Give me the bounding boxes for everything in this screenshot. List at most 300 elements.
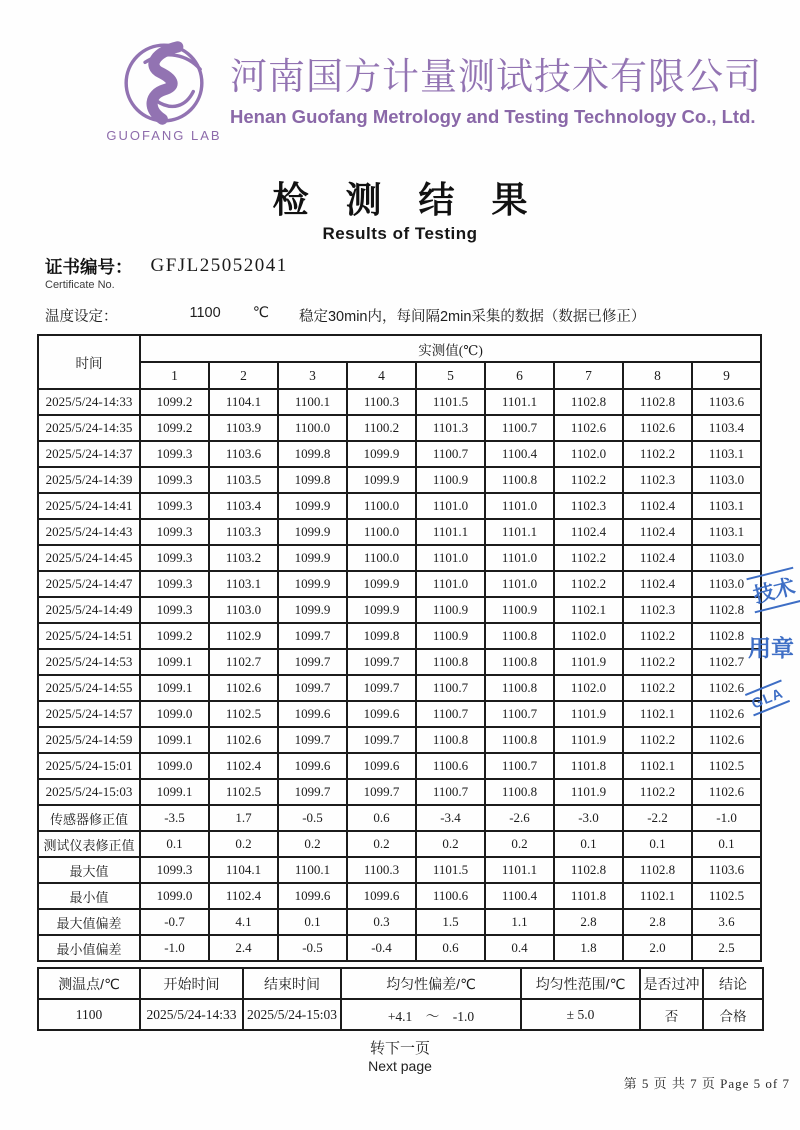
- stat-value: 2.8: [623, 909, 692, 935]
- stat-value: 0.2: [278, 831, 347, 857]
- measured-value: 1102.2: [554, 571, 623, 597]
- measured-value: 1102.5: [209, 779, 278, 805]
- stat-value: 0.2: [209, 831, 278, 857]
- stat-value: 0.4: [485, 935, 554, 961]
- measured-value: 1099.3: [140, 545, 209, 571]
- page-title-cn: 检 测 结 果: [272, 180, 542, 220]
- summary-value-row: [38, 999, 763, 1030]
- stat-value: 0.3: [347, 909, 416, 935]
- measured-value: 1099.8: [278, 467, 347, 493]
- stat-value: -1.0: [692, 805, 761, 831]
- measured-value: 1100.7: [485, 701, 554, 727]
- measured-value: 1100.4: [485, 441, 554, 467]
- measurement-row: [38, 467, 761, 493]
- company-name-cn: 河南国方计量测试技术有限公司: [230, 56, 762, 97]
- measurement-row: [38, 441, 761, 467]
- measured-value: 1102.2: [623, 649, 692, 675]
- stat-value: 1.8: [554, 935, 623, 961]
- column-number: 8: [623, 362, 692, 389]
- measured-value: 1099.9: [278, 545, 347, 571]
- summary-table: [37, 967, 764, 1031]
- next-page-cn: 转下一页: [369, 1041, 430, 1057]
- measured-value: 1100.0: [347, 493, 416, 519]
- measured-value: 1101.0: [485, 493, 554, 519]
- measured-value: 1099.7: [278, 649, 347, 675]
- measured-value: 1102.2: [554, 545, 623, 571]
- measured-value: 1100.7: [416, 441, 485, 467]
- measured-value: 1101.9: [554, 727, 623, 753]
- stat-value: 1099.6: [347, 883, 416, 909]
- measured-value: 1102.1: [623, 753, 692, 779]
- measurement-row: [38, 649, 761, 675]
- measurement-row: [38, 519, 761, 545]
- measured-value: 1100.7: [485, 415, 554, 441]
- measured-value: 1100.2: [347, 415, 416, 441]
- measured-value: 1101.0: [416, 493, 485, 519]
- measured-value: 1099.3: [140, 571, 209, 597]
- stat-value: 1.5: [416, 909, 485, 935]
- stat-value: 2.4: [209, 935, 278, 961]
- stat-value: 0.6: [347, 805, 416, 831]
- row-time: 2025/5/24-14:39: [38, 467, 140, 493]
- row-time: 2025/5/24-14:47: [38, 571, 140, 597]
- measured-value: 1103.5: [209, 467, 278, 493]
- measured-value: 1102.6: [554, 415, 623, 441]
- measured-value: 1100.7: [416, 701, 485, 727]
- page-header: [0, 0, 800, 160]
- stat-value: 1104.1: [209, 857, 278, 883]
- measured-value: 1099.9: [278, 519, 347, 545]
- guofang-logo-icon: [121, 40, 207, 126]
- stat-row: [38, 883, 761, 909]
- measured-value: 1103.2: [209, 545, 278, 571]
- stat-value: 1099.3: [140, 857, 209, 883]
- row-time: 2025/5/24-15:01: [38, 753, 140, 779]
- measured-value-header: 实测值(℃): [140, 335, 761, 362]
- measured-value: 1100.8: [485, 675, 554, 701]
- measured-value: 1103.6: [692, 389, 761, 415]
- row-time: 2025/5/24-14:37: [38, 441, 140, 467]
- measurement-table-body: [38, 389, 761, 961]
- measured-value: 1104.1: [209, 389, 278, 415]
- measured-value: 1099.2: [140, 623, 209, 649]
- stat-value: -0.5: [278, 935, 347, 961]
- measured-value: 1102.6: [209, 727, 278, 753]
- certificate-label-cn: 证书编号：: [45, 257, 133, 277]
- measured-value: 1099.7: [278, 727, 347, 753]
- measured-value: 1102.3: [623, 467, 692, 493]
- column-number: 3: [278, 362, 347, 389]
- stamp-text-1: 技术: [746, 567, 800, 614]
- stat-value: 1.1: [485, 909, 554, 935]
- measured-value: 1101.1: [416, 519, 485, 545]
- measured-value: 1099.1: [140, 649, 209, 675]
- measured-value: 1099.3: [140, 493, 209, 519]
- measurement-row: [38, 493, 761, 519]
- stat-value: 0.2: [485, 831, 554, 857]
- measured-value: 1099.7: [347, 727, 416, 753]
- stat-value: 1.7: [209, 805, 278, 831]
- measured-value: 1103.4: [692, 415, 761, 441]
- stat-value: -1.0: [140, 935, 209, 961]
- measured-value: 1101.9: [554, 649, 623, 675]
- measured-value: 1103.4: [209, 493, 278, 519]
- row-time: 2025/5/24-14:49: [38, 597, 140, 623]
- stat-value: 0.1: [623, 831, 692, 857]
- row-time: 2025/5/24-14:59: [38, 727, 140, 753]
- stat-value: 1103.6: [692, 857, 761, 883]
- measured-value: 1102.4: [623, 519, 692, 545]
- measured-value: 1103.0: [692, 467, 761, 493]
- row-time: 2025/5/24-14:53: [38, 649, 140, 675]
- stat-value: 0.2: [416, 831, 485, 857]
- column-number: 1: [140, 362, 209, 389]
- stat-row-label: 最大值: [38, 857, 140, 883]
- measured-value: 1099.6: [347, 753, 416, 779]
- measurement-row: [38, 779, 761, 805]
- measured-value: 1101.0: [485, 545, 554, 571]
- measured-value: 1102.0: [554, 441, 623, 467]
- stat-value: 1101.8: [554, 883, 623, 909]
- measured-value: 1102.7: [692, 649, 761, 675]
- measured-value: 1102.6: [692, 779, 761, 805]
- summary-value-cell: +4.1 ～ -1.0: [341, 999, 521, 1030]
- stat-row-label: 最小值偏差: [38, 935, 140, 961]
- stat-value: 1100.6: [416, 883, 485, 909]
- summary-header-cell: 是否过冲: [640, 968, 703, 999]
- summary-value-cell: 2025/5/24-14:33: [140, 999, 243, 1030]
- measured-value: 1099.3: [140, 441, 209, 467]
- measured-value: 1100.7: [416, 779, 485, 805]
- measured-value: 1099.0: [140, 701, 209, 727]
- stat-value: 0.1: [140, 831, 209, 857]
- measured-value: 1103.9: [209, 415, 278, 441]
- measured-value: 1102.4: [554, 519, 623, 545]
- page-number: 第 5 页 共 7 页 Page 5 of 7: [623, 1076, 790, 1091]
- stat-value: -2.2: [623, 805, 692, 831]
- stat-value: 0.1: [554, 831, 623, 857]
- setting-value: 1100: [189, 305, 221, 321]
- certificate-label-en: Certificate No.: [45, 279, 115, 291]
- measured-value: 1101.9: [554, 779, 623, 805]
- measured-value: 1103.1: [209, 571, 278, 597]
- measured-value: 1099.9: [347, 597, 416, 623]
- stat-value: 1102.8: [623, 857, 692, 883]
- measured-value: 1099.7: [278, 779, 347, 805]
- measured-value: 1100.9: [416, 467, 485, 493]
- measured-value: 1100.8: [485, 623, 554, 649]
- measured-value: 1102.2: [623, 675, 692, 701]
- stat-value: 0.2: [347, 831, 416, 857]
- measured-value: 1099.7: [278, 675, 347, 701]
- measured-value: 1099.2: [140, 389, 209, 415]
- measured-value: 1099.3: [140, 519, 209, 545]
- measured-value: 1102.6: [692, 675, 761, 701]
- stat-value: 1100.4: [485, 883, 554, 909]
- measurement-row: [38, 727, 761, 753]
- measurement-row: [38, 545, 761, 571]
- measured-value: 1102.2: [623, 779, 692, 805]
- stat-row: [38, 805, 761, 831]
- measured-value: 1099.7: [347, 779, 416, 805]
- measured-value: 1099.6: [278, 701, 347, 727]
- measured-value: 1101.9: [554, 701, 623, 727]
- measured-value: 1102.2: [554, 467, 623, 493]
- column-number: 2: [209, 362, 278, 389]
- measured-value: 1103.0: [692, 571, 761, 597]
- row-time: 2025/5/24-14:33: [38, 389, 140, 415]
- measured-value: 1099.9: [347, 467, 416, 493]
- measured-value: 1099.9: [278, 597, 347, 623]
- measured-value: 1102.2: [623, 727, 692, 753]
- stat-value: 3.6: [692, 909, 761, 935]
- summary-header-cell: 结论: [703, 968, 763, 999]
- measured-value: 1103.0: [209, 597, 278, 623]
- certificate-number-value: GFJL25052041: [150, 255, 288, 276]
- setting-label: 温度设定：: [45, 309, 118, 325]
- measured-value: 1100.8: [485, 467, 554, 493]
- stat-value: 1101.5: [416, 857, 485, 883]
- measured-value: 1100.8: [416, 727, 485, 753]
- measured-value: 1099.9: [347, 571, 416, 597]
- measured-value: 1099.7: [347, 649, 416, 675]
- next-page-note: [0, 1037, 800, 1074]
- stat-value: 2.5: [692, 935, 761, 961]
- stat-value: 1101.1: [485, 857, 554, 883]
- stat-row-label: 最小值: [38, 883, 140, 909]
- measured-value: 1102.3: [623, 597, 692, 623]
- measured-value: 1100.9: [416, 623, 485, 649]
- measured-value: 1101.8: [554, 753, 623, 779]
- temperature-setting-row: [45, 305, 800, 326]
- measured-value: 1103.1: [692, 441, 761, 467]
- measured-value: 1099.1: [140, 727, 209, 753]
- measurement-row: [38, 675, 761, 701]
- measured-value: 1102.8: [692, 597, 761, 623]
- stat-value: -0.7: [140, 909, 209, 935]
- measured-value: 1102.1: [623, 701, 692, 727]
- measured-value: 1099.1: [140, 779, 209, 805]
- measured-value: 1100.7: [485, 753, 554, 779]
- stat-row: [38, 857, 761, 883]
- measured-value: 1099.3: [140, 597, 209, 623]
- measured-value: 1100.9: [485, 597, 554, 623]
- measured-value: 1102.9: [209, 623, 278, 649]
- measured-value: 1102.8: [554, 389, 623, 415]
- row-time: 2025/5/24-14:35: [38, 415, 140, 441]
- logo-caption: GUOFANG LAB: [106, 128, 222, 143]
- stat-value: 1102.8: [554, 857, 623, 883]
- stat-value: 4.1: [209, 909, 278, 935]
- stat-row-label: 传感器修正值: [38, 805, 140, 831]
- stat-value: -3.4: [416, 805, 485, 831]
- measured-value: 1103.6: [209, 441, 278, 467]
- measured-value: 1099.6: [278, 753, 347, 779]
- measurement-row: [38, 571, 761, 597]
- summary-header-cell: 测温点/℃: [38, 968, 140, 999]
- measurement-row: [38, 753, 761, 779]
- measured-value: 1100.0: [347, 545, 416, 571]
- measured-value: 1102.2: [623, 441, 692, 467]
- measured-value: 1103.1: [692, 519, 761, 545]
- measured-value: 1101.0: [416, 545, 485, 571]
- measured-value: 1102.2: [623, 623, 692, 649]
- next-page-en: Next page: [368, 1058, 432, 1074]
- company-logo: [100, 40, 228, 143]
- measured-value: 1099.3: [140, 467, 209, 493]
- stat-value: 1102.5: [692, 883, 761, 909]
- stat-value: 1100.1: [278, 857, 347, 883]
- summary-value-cell: 合格: [703, 999, 763, 1030]
- stamp-text-2: 用章: [748, 636, 794, 661]
- page-title-en: Results of Testing: [322, 224, 478, 243]
- measured-value: 1102.0: [554, 675, 623, 701]
- measured-value-header-row: [38, 335, 761, 362]
- measured-value: 1101.1: [485, 519, 554, 545]
- summary-value-cell: 2025/5/24-15:03: [243, 999, 341, 1030]
- row-time: 2025/5/24-15:03: [38, 779, 140, 805]
- stat-value: -0.5: [278, 805, 347, 831]
- company-name-block: [230, 56, 762, 128]
- stat-row: [38, 831, 761, 857]
- measured-value: 1099.8: [278, 441, 347, 467]
- measured-value: 1101.5: [416, 389, 485, 415]
- company-name-en: Henan Guofang Metrology and Testing Technology Co., Ltd.: [230, 106, 756, 127]
- measured-value: 1099.0: [140, 753, 209, 779]
- measured-value: 1102.5: [209, 701, 278, 727]
- measured-value: 1102.3: [554, 493, 623, 519]
- row-time: 2025/5/24-14:51: [38, 623, 140, 649]
- time-column-header: 时间: [38, 335, 140, 389]
- stat-value: -2.6: [485, 805, 554, 831]
- row-time: 2025/5/24-14:45: [38, 545, 140, 571]
- measured-value: 1100.9: [416, 597, 485, 623]
- measured-value: 1102.6: [692, 727, 761, 753]
- stat-row-label: 最大值偏差: [38, 909, 140, 935]
- measured-value: 1103.0: [692, 545, 761, 571]
- row-time: 2025/5/24-14:55: [38, 675, 140, 701]
- summary-value-cell: 1100: [38, 999, 140, 1030]
- measured-value: 1100.8: [485, 727, 554, 753]
- measurement-row: [38, 597, 761, 623]
- measurement-row: [38, 701, 761, 727]
- stamp-text-3: GLA: [745, 680, 790, 717]
- measured-value: 1102.0: [554, 623, 623, 649]
- measurement-row: [38, 415, 761, 441]
- stat-value: 1100.3: [347, 857, 416, 883]
- measured-value: 1102.4: [623, 493, 692, 519]
- measured-value: 1102.5: [692, 753, 761, 779]
- measured-value: 1102.8: [623, 389, 692, 415]
- measured-value: 1099.1: [140, 675, 209, 701]
- stat-value: -0.4: [347, 935, 416, 961]
- summary-header-cell: 均匀性范围/℃: [521, 968, 640, 999]
- measured-value: 1102.4: [209, 753, 278, 779]
- measured-value: 1101.1: [485, 389, 554, 415]
- stat-value: 0.6: [416, 935, 485, 961]
- row-time: 2025/5/24-14:41: [38, 493, 140, 519]
- summary-header-row: [38, 968, 763, 999]
- measured-value: 1099.7: [278, 623, 347, 649]
- measured-value: 1100.0: [278, 415, 347, 441]
- measurement-row: [38, 623, 761, 649]
- measured-value: 1102.6: [623, 415, 692, 441]
- measured-value: 1101.3: [416, 415, 485, 441]
- measured-value: 1099.9: [278, 571, 347, 597]
- summary-value-cell: ± 5.0: [521, 999, 640, 1030]
- stat-value: 0.1: [692, 831, 761, 857]
- row-time: 2025/5/24-14:43: [38, 519, 140, 545]
- measured-value: 1099.9: [347, 441, 416, 467]
- stat-value: 1102.1: [623, 883, 692, 909]
- summary-header-cell: 均匀性偏差/℃: [341, 968, 521, 999]
- measured-value: 1100.8: [416, 649, 485, 675]
- measured-value: 1101.0: [416, 571, 485, 597]
- column-number-row: [38, 362, 761, 389]
- measured-value: 1102.6: [692, 701, 761, 727]
- measured-value: 1100.6: [416, 753, 485, 779]
- measured-value: 1100.7: [416, 675, 485, 701]
- column-number: 5: [416, 362, 485, 389]
- stat-row-label: 测试仪表修正值: [38, 831, 140, 857]
- measurement-row: [38, 389, 761, 415]
- stat-value: 0.1: [278, 909, 347, 935]
- certificate-number-row: [45, 254, 800, 291]
- setting-note: 稳定30min内，每间隔2min采集的数据（数据已修正）: [298, 309, 646, 325]
- column-number: 4: [347, 362, 416, 389]
- certificate-label-block: [45, 254, 133, 291]
- measured-value: 1099.9: [278, 493, 347, 519]
- measured-value: 1102.4: [623, 571, 692, 597]
- measurement-table: [37, 334, 762, 962]
- measured-value: 1099.8: [347, 623, 416, 649]
- stat-value: -3.5: [140, 805, 209, 831]
- summary-header-cell: 开始时间: [140, 968, 243, 999]
- measured-value: 1103.3: [209, 519, 278, 545]
- measured-value: 1099.2: [140, 415, 209, 441]
- measured-value: 1100.1: [278, 389, 347, 415]
- stat-value: 2.0: [623, 935, 692, 961]
- measured-value: 1102.4: [623, 545, 692, 571]
- summary-header-cell: 结束时间: [243, 968, 341, 999]
- measured-value: 1102.8: [692, 623, 761, 649]
- stat-row: [38, 935, 761, 961]
- stat-value: 2.8: [554, 909, 623, 935]
- stat-value: 1102.4: [209, 883, 278, 909]
- measured-value: 1100.0: [347, 519, 416, 545]
- summary-value-cell: 否: [640, 999, 703, 1030]
- row-time: 2025/5/24-14:57: [38, 701, 140, 727]
- column-number: 9: [692, 362, 761, 389]
- measured-value: 1102.7: [209, 649, 278, 675]
- measured-value: 1103.1: [692, 493, 761, 519]
- column-number: 7: [554, 362, 623, 389]
- setting-unit: ℃: [252, 305, 269, 321]
- measured-value: 1099.7: [347, 675, 416, 701]
- measured-value: 1100.3: [347, 389, 416, 415]
- stat-value: 1099.0: [140, 883, 209, 909]
- measured-value: 1099.6: [347, 701, 416, 727]
- stat-row: [38, 909, 761, 935]
- measured-value: 1100.8: [485, 649, 554, 675]
- measured-value: 1100.8: [485, 779, 554, 805]
- stat-value: -3.0: [554, 805, 623, 831]
- measured-value: 1102.6: [209, 675, 278, 701]
- stat-value: 1099.6: [278, 883, 347, 909]
- measured-value: 1101.0: [485, 571, 554, 597]
- measured-value: 1102.1: [554, 597, 623, 623]
- column-number: 6: [485, 362, 554, 389]
